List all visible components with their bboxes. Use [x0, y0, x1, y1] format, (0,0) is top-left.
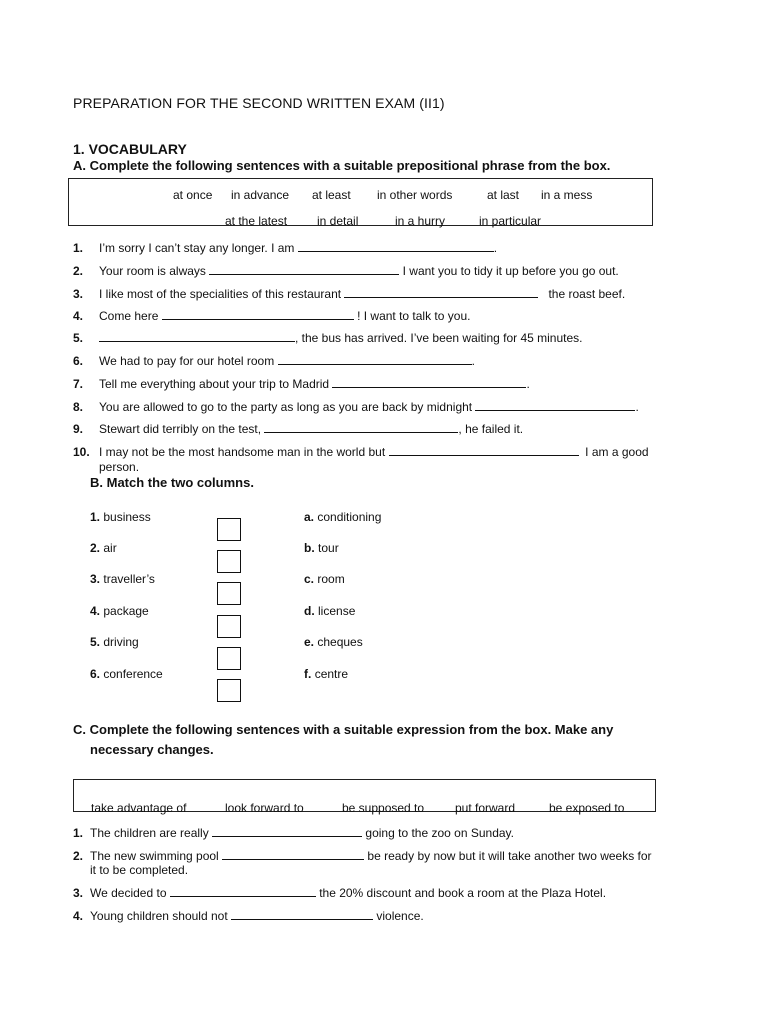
- question-a-2: 2. Your room is always I want you to tidy it up before you go out.: [73, 264, 619, 278]
- instruction-part-c-continued: necessary changes.: [90, 742, 214, 757]
- phrase-item: at last: [487, 188, 520, 202]
- phrase-item: at least: [312, 188, 351, 202]
- question-a-10: 10. I may not be the most handsome man in the world but I am a good: [73, 445, 649, 459]
- question-a-6: 6. We had to pay for our hotel room .: [73, 354, 475, 368]
- question-a-7: 7. Tell me everything about your trip to Madrid .: [73, 377, 530, 391]
- match-right-item: d. license: [304, 604, 356, 618]
- expression-item: be supposed to: [342, 801, 425, 815]
- answer-blank[interactable]: [278, 354, 472, 365]
- section-heading-vocabulary: 1. VOCABULARY: [73, 141, 187, 157]
- answer-blank[interactable]: [231, 909, 373, 920]
- answer-blank[interactable]: [344, 287, 538, 298]
- question-a-3: 3. I like most of the specialities of this restaurant the roast beef.: [73, 287, 626, 301]
- match-left-item: 1. business: [90, 510, 151, 524]
- question-c-2-continued: it to be completed.: [90, 863, 189, 877]
- answer-blank[interactable]: [332, 377, 526, 388]
- expression-item: put forward: [455, 801, 516, 815]
- expression-item: take advantage of: [91, 801, 187, 815]
- answer-blank[interactable]: [222, 849, 364, 860]
- answer-blank[interactable]: [99, 331, 295, 342]
- match-answer-box[interactable]: [217, 582, 241, 605]
- phrase-item: in a hurry: [395, 214, 446, 228]
- answer-blank[interactable]: [389, 445, 579, 456]
- instruction-part-c: C. Complete the following sentences with a suitable expression from the box. Make any: [73, 722, 614, 737]
- match-answer-box[interactable]: [217, 518, 241, 541]
- phrase-item: at once: [173, 188, 213, 202]
- question-a-8: 8. You are allowed to go to the party as long as you are back by midnight .: [73, 400, 639, 414]
- match-right-item: e. cheques: [304, 635, 363, 649]
- match-answer-box[interactable]: [217, 647, 241, 670]
- instruction-part-a: A. Complete the following sentences with a suitable prepositional phrase from the box.: [73, 158, 611, 173]
- match-left-item: 2. air: [90, 541, 117, 555]
- question-c-3: 3. We decided to the 20% discount and book a room at the Plaza Hotel.: [73, 886, 607, 900]
- match-right-item: c. room: [304, 572, 345, 586]
- match-left-item: 6. conference: [90, 667, 163, 681]
- expression-item: be exposed to: [549, 801, 625, 815]
- phrase-item: in detail: [317, 214, 359, 228]
- phrase-item: in other words: [377, 188, 453, 202]
- question-a-10-continued: person.: [99, 460, 140, 474]
- question-a-5: 5. , the bus has arrived. I’ve been waiting for 45 minutes.: [73, 331, 583, 345]
- answer-blank[interactable]: [475, 400, 635, 411]
- phrase-item: at the latest: [225, 214, 288, 228]
- answer-blank[interactable]: [298, 241, 494, 252]
- phrase-box-a: [68, 178, 653, 226]
- answer-blank[interactable]: [170, 886, 316, 897]
- match-right-item: b. tour: [304, 541, 339, 555]
- question-a-9: 9. Stewart did terribly on the test, , he failed it.: [73, 422, 524, 436]
- match-left-item: 4. package: [90, 604, 149, 618]
- answer-blank[interactable]: [212, 826, 362, 837]
- answer-blank[interactable]: [162, 309, 354, 320]
- answer-blank[interactable]: [209, 264, 399, 275]
- match-answer-box[interactable]: [217, 615, 241, 638]
- expression-item: look forward to: [225, 801, 304, 815]
- match-left-item: 3. traveller’s: [90, 572, 155, 586]
- question-c-2: 2. The new swimming pool be ready by now but it will take another two weeks for: [73, 849, 652, 863]
- expression-box-c: [73, 779, 656, 815]
- match-right-item: a. conditioning: [304, 510, 382, 524]
- match-answer-box[interactable]: [217, 679, 241, 702]
- match-right-item: f. centre: [304, 667, 349, 681]
- page-title: PREPARATION FOR THE SECOND WRITTEN EXAM (II1): [73, 95, 445, 111]
- question-a-1: 1. I’m sorry I can’t stay any longer. I am .: [73, 241, 498, 255]
- phrase-item: in advance: [231, 188, 290, 202]
- phrase-item: in a mess: [541, 188, 593, 202]
- instruction-part-b: B. Match the two columns.: [90, 475, 254, 490]
- question-a-4: 4. Come here ! I want to talk to you.: [73, 309, 471, 323]
- answer-blank[interactable]: [264, 422, 458, 433]
- match-left-item: 5. driving: [90, 635, 139, 649]
- question-c-1: 1. The children are really going to the zoo on Sunday.: [73, 826, 514, 840]
- question-c-4: 4. Young children should not violence.: [73, 909, 424, 923]
- match-answer-box[interactable]: [217, 550, 241, 573]
- phrase-item: in particular: [479, 214, 542, 228]
